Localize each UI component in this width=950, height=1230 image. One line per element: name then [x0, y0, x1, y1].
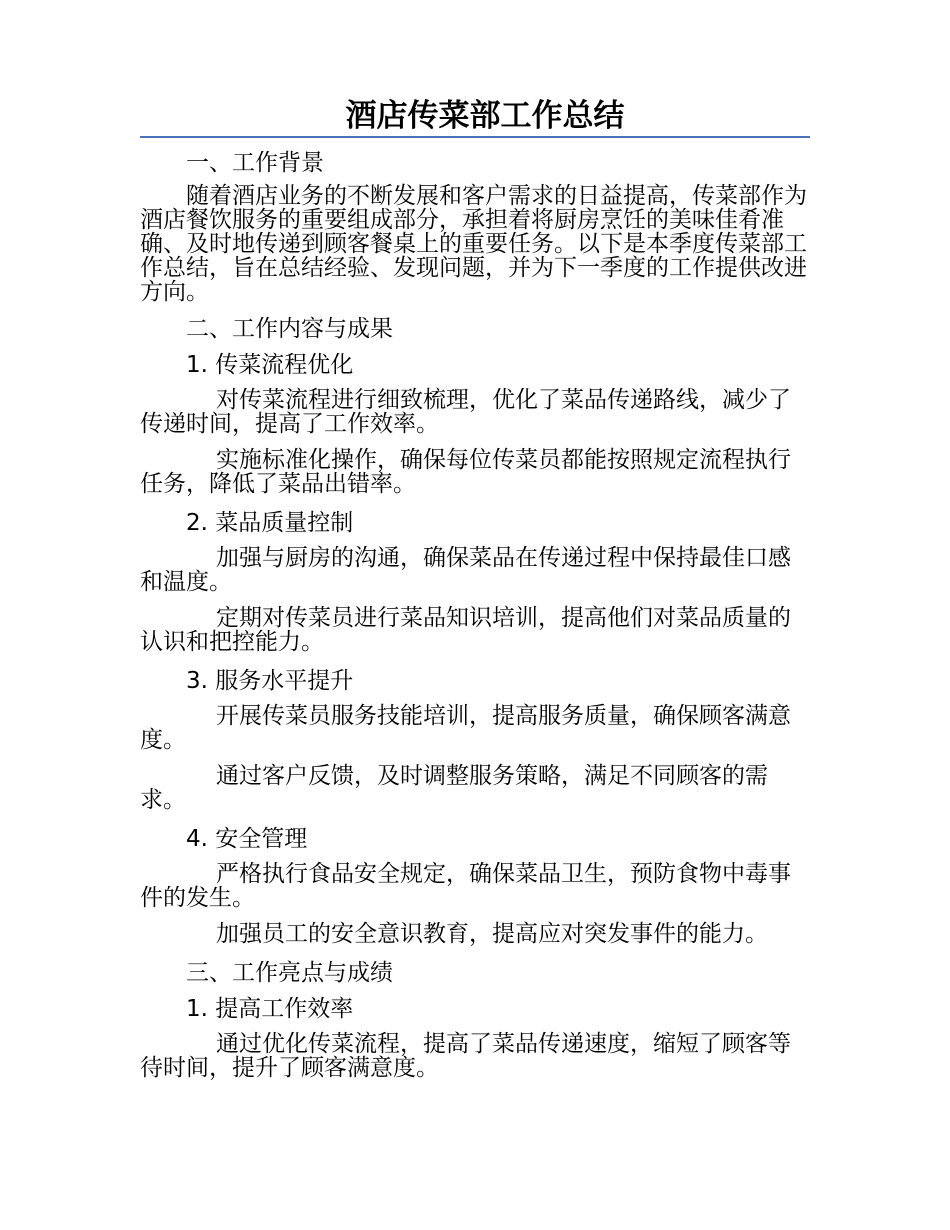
paragraph: 对传菜流程进行细致梳理，优化了菜品传递路线，减少了传递时间，提高了工作效率。 [140, 387, 791, 437]
paragraph: 定期对传菜员进行菜品知识培训，提高他们对菜品质量的认识和把控能力。 [140, 605, 791, 655]
title-underline [140, 136, 810, 138]
paragraph: 通过优化传菜流程，提高了菜品传递速度，缩短了顾客等待时间，提升了顾客满意度。 [140, 1031, 791, 1081]
paragraph: 加强员工的安全意识教育，提高应对突发事件的能力。 [216, 921, 768, 947]
subsection-heading: 1. 传菜流程优化 [186, 352, 354, 378]
subsection-heading: 4. 安全管理 [186, 826, 308, 852]
section-heading: 三、工作亮点与成绩 [186, 960, 393, 986]
paragraph: 加强与厨房的沟通，确保菜品在传递过程中保持最佳口感和温度。 [140, 545, 791, 595]
paragraph: 严格执行食品安全规定，确保菜品卫生，预防食物中毒事件的发生。 [140, 861, 791, 911]
section-heading: 二、工作内容与成果 [186, 316, 393, 342]
paragraph: 通过客户反馈，及时调整服务策略，满足不同顾客的需求。 [140, 763, 768, 813]
paragraph: 开展传菜员服务技能培训，提高服务质量，确保顾客满意度。 [140, 703, 791, 753]
paragraph: 实施标准化操作，确保每位传菜员都能按照规定流程执行任务，降低了菜品出错率。 [140, 447, 791, 497]
subsection-heading: 2. 菜品质量控制 [186, 510, 354, 536]
subsection-heading: 3. 服务水平提升 [186, 668, 354, 694]
subsection-heading: 1. 提高工作效率 [186, 996, 354, 1022]
section-heading: 一、工作背景 [186, 150, 324, 176]
document-title: 酒店传菜部工作总结 [345, 98, 625, 134]
document-page [140, 96, 810, 1092]
paragraph: 随着酒店业务的不断发展和客户需求的日益提高，传菜部作为酒店餐饮服务的重要组成部分，承担着将厨房烹饪的美味佳肴准确、及时地传递到顾客餐桌上的重要任务。以下是本季度传菜部工作总结，旨在总结经验、发现问题，并为下一季度的工作提供改进方向。 [140, 183, 807, 305]
